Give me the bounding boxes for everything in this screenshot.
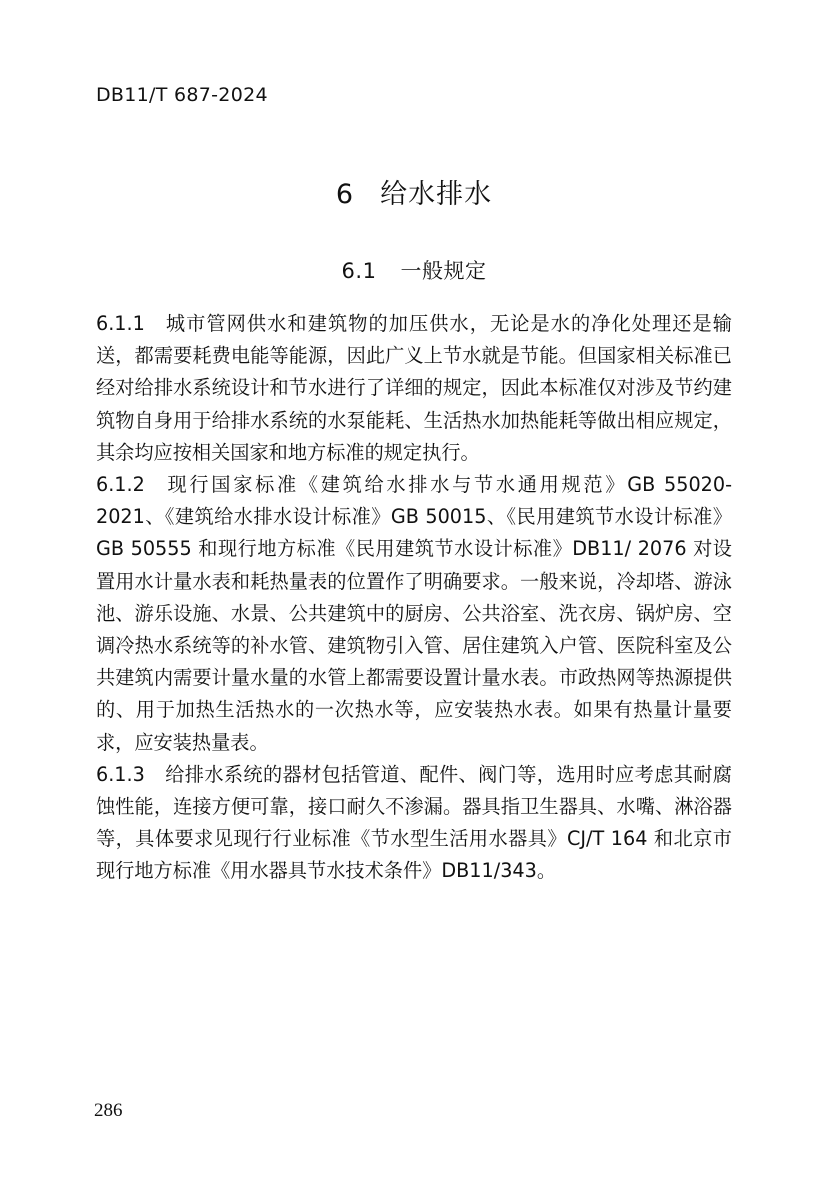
chapter-number: 6: [335, 179, 355, 210]
chapter-title: [0, 172, 828, 211]
clause-number: 6.1.1: [96, 312, 145, 335]
clause-text: 给排水系统的器材包括管道、配件、阀门等，选用时应考虑其耐腐蚀性能，连接方便可靠，接口耐久不渗漏。器具指卫生器具、水嘴、淋浴器等，具体要求见现行行业标准《节水型生活用水器具》CJ/T 164 和北京市现行地方标准《用水器具节水技术条件》DB11/343。: [96, 762, 732, 883]
clause-number: 6.1.2: [96, 473, 145, 497]
clause-text: 现行国家标准《建筑给水排水与节水通用规范》GB 55020-2021、《建筑给水排水设计标准》GB 50015、《民用建筑节水设计标准》GB 50555 和现行地方标准《民用建筑节水设计标准》DB11/ 2076 对设置用水计量水表和耗热量表的位置作了明确要求。一般来说，冷却塔、游泳池、游乐设施、水景、公共建筑中的厨房、公共浴室、洗衣房、锅炉房、空调冷热水系统等的补水管、建筑物引入管、居住建筑入户管、医院科室及公共建筑内需要计量水量的水管上都需要设置计量水表。市政热网等热源提供的、用于加热生活热水的一次热水等，应安装热水表。如果有热量计量要求，应安装热量表。: [96, 473, 732, 754]
section-title-text: 一般规定: [400, 259, 487, 283]
clause-number: 6.1.3: [96, 762, 145, 786]
page-number: 286: [94, 1100, 123, 1121]
clause-text: 城市管网供水和建筑物的加压供水，无论是水的净化处理还是输送，都需要耗费电能等能源，因此广义上节水就是节能。但国家相关标准已经对给排水系统设计和节水进行了详细的规定，因此本标准仅对涉及节约建筑物自身用于给排水系统的水泵能耗、生活热水加热能耗等做出相应规定，其余均应按相关国家和地方标准的规定执行。: [96, 312, 732, 464]
clause-6-1-1: [96, 308, 732, 469]
chapter-title-text: 给水排水: [380, 179, 493, 210]
section-number: 6.1: [341, 259, 377, 283]
body-text: [96, 308, 732, 888]
clause-6-1-3: [96, 759, 732, 888]
clause-6-1-2: [96, 469, 732, 759]
standard-code-header: DB11/T 687-2024: [96, 84, 268, 106]
section-title: [0, 255, 828, 285]
